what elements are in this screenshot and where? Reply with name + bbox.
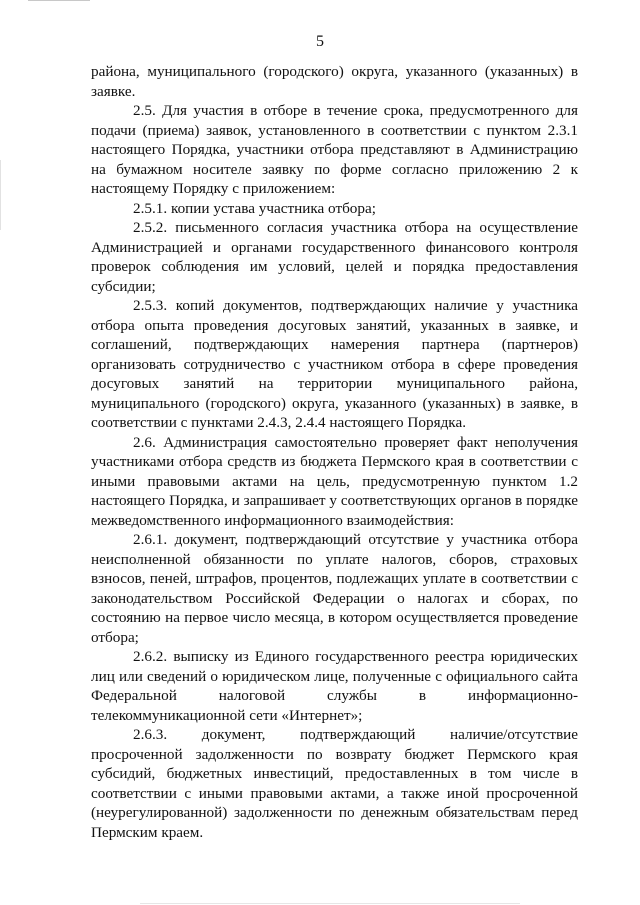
scan-artifact-bottom bbox=[140, 903, 520, 904]
paragraph-2-5-2: 2.5.2. письменного согласия участника отбора на осуществление Администрацией и органами государственного финансового контроля проверок соблюдения им условий, целей и порядка предоставления субсидии; bbox=[91, 219, 578, 295]
paragraph-2-5-1: 2.5.1. копии устава участника отбора; bbox=[133, 199, 376, 217]
document-body bbox=[91, 62, 578, 842]
scan-artifact-top bbox=[28, 0, 90, 1]
paragraph-2-5: 2.5. Для участия в отборе в течение срока, предусмотренного для подачи (приема) заявок, установленного в соответствии с пунктом 2.3.1 настоящего Порядка, участники отбора представляют в Администрацию на бумажном носителе заявку по форме согласно приложению 2 к настоящему Порядку с приложением: bbox=[91, 102, 578, 197]
scan-artifact-left bbox=[0, 160, 1, 230]
paragraph-continuation: района, муниципального (городского) округа, указанного (указанных) в заявке. bbox=[91, 63, 578, 100]
paragraph-2-6: 2.6. Администрация самостоятельно проверяет факт неполучения участниками отбора средств из бюджета Пермского края в соответствии с иными правовыми актами на цель, предусмотренную пунктом 1.2 настоящего Порядка, и запрашивает у соответствующих органов в порядке межведомственного информационного взаимодействия: bbox=[91, 433, 578, 529]
paragraph-2-6-1: 2.6.1. документ, подтверждающий отсутствие у участника отбора неисполненной обязанности по уплате налогов, сборов, страховых взносов, пеней, штрафов, процентов, подлежащих уплате в соответствии с законодательством Российской Федерации о налогах и сборах, по состоянию на первое число месяца, в котором осуществляется проведение отбора; bbox=[91, 531, 578, 646]
page-number: 5 bbox=[316, 33, 324, 50]
paragraph-2-6-3: 2.6.3. документ, подтверждающий наличие/отсутствие просроченной задолженности по возврату бюджет Пермского края субсидий, бюджетных инвестиций, предоставленных в том числе в соответствии с иными правовыми актами, а также иной просроченной (неурегулированной) задолженности по денежным обязательствам перед Пермским краем. bbox=[91, 726, 578, 841]
paragraph-2-6-2: 2.6.2. выписку из Единого государственного реестра юридических лиц или сведений о юридическом лице, полученные с официального сайта Федеральной налоговой службы в информационно-телекоммуникационной сети «Интернет»; bbox=[91, 648, 578, 724]
paragraph-2-5-3: 2.5.3. копий документов, подтверждающих наличие у участника отбора опыта проведения досуговых занятий, указанных в заявке, и соглашений, подтверждающих намерения партнера (партнеров) организовать сотрудничество с участником отбора в сфере проведения досуговых занятий на территории муниципального района, муниципального (городского) округа, указанного (указанных) в заявке, в соответствии с пунктами 2.4.3, 2.4.4 настоящего Порядка. bbox=[91, 297, 578, 431]
